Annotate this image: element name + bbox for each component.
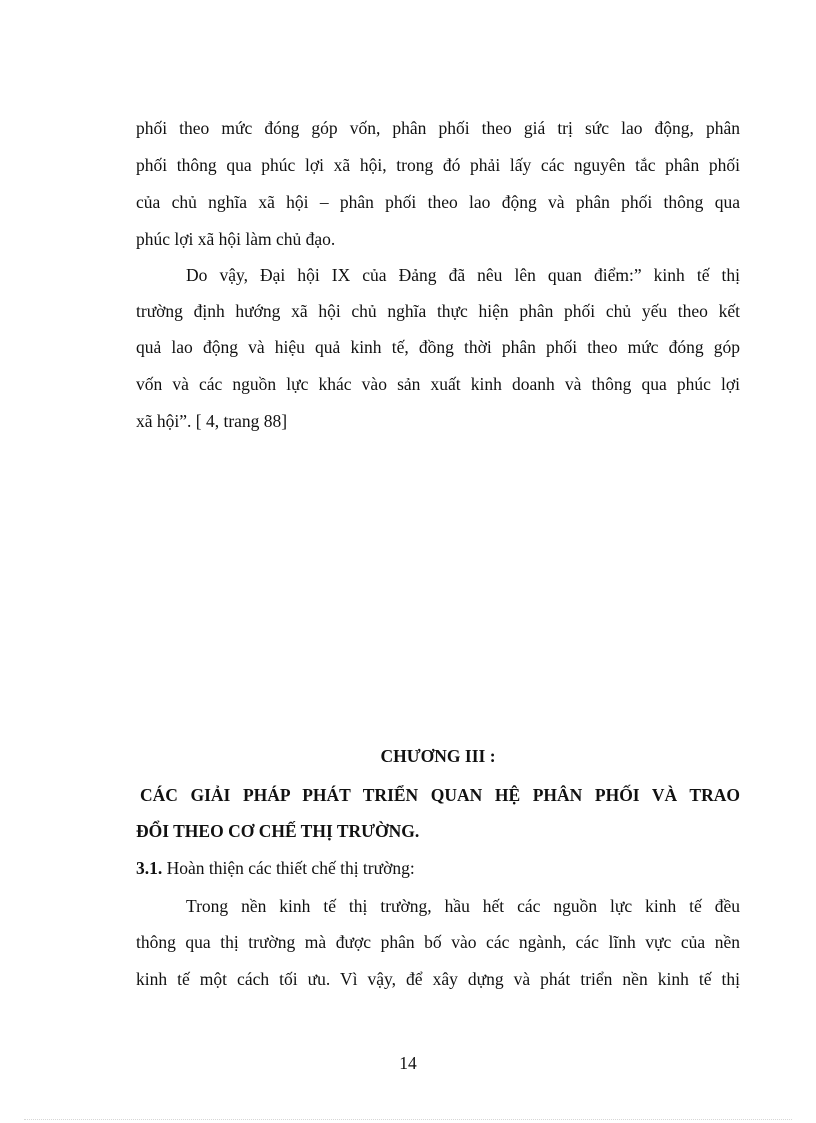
paragraph-1-line: của chủ nghĩa xã hội – phân phối theo lao động và phân phối thông qua <box>136 192 740 212</box>
chapter-title-line: ĐỔI THEO CƠ CHẾ THỊ TRƯỜNG. <box>136 821 420 841</box>
paragraph-2-line: trường định hướng xã hội chủ nghĩa thực hiện phân phối chủ yếu theo kết <box>136 301 740 321</box>
paragraph-1-line: phúc lợi xã hội làm chủ đạo. <box>136 229 336 249</box>
paragraph-2-line: quả lao động và hiệu quả kinh tế, đồng thời phân phối theo mức đóng góp <box>136 337 740 357</box>
paragraph-1-line: phối theo mức đóng góp vốn, phân phối theo giá trị sức lao động, phân <box>136 118 740 138</box>
section-heading <box>136 857 740 879</box>
paragraph-1-line: phối thông qua phúc lợi xã hội, trong đó phải lấy các nguyên tắc phân phối <box>136 155 740 175</box>
chapter-title-line: CÁC GIẢI PHÁP PHÁT TRIỂN QUAN HỆ PHÂN PHỐI VÀ TRAO <box>140 785 740 805</box>
chapter-number: CHƯƠNG III : <box>380 746 496 766</box>
page-number: 14 <box>399 1053 417 1073</box>
section-title: Hoàn thiện các thiết chế thị trường: <box>166 858 415 878</box>
paragraph-2-line: Do vậy, Đại hội IX của Đảng đã nêu lên quan điểm:” kinh tế thị <box>186 265 740 285</box>
paragraph-3-line: kinh tế một cách tối ưu. Vì vậy, để xây dựng và phát triển nền kinh tế thị <box>136 969 740 989</box>
paragraph-2-line: vốn và các nguồn lực khác vào sản xuất kinh doanh và thông qua phúc lợi <box>136 374 740 394</box>
paragraph-2-line: xã hội”. [ 4, trang 88] <box>136 411 288 431</box>
section-number: 3.1. <box>136 858 163 878</box>
paragraph-3-line: Trong nền kinh tế thị trường, hầu hết các nguồn lực kinh tế đều <box>186 896 740 916</box>
paragraph-3-line: thông qua thị trường mà được phân bố vào các ngành, các lĩnh vực của nền <box>136 932 740 952</box>
footer-rule <box>24 1119 792 1120</box>
